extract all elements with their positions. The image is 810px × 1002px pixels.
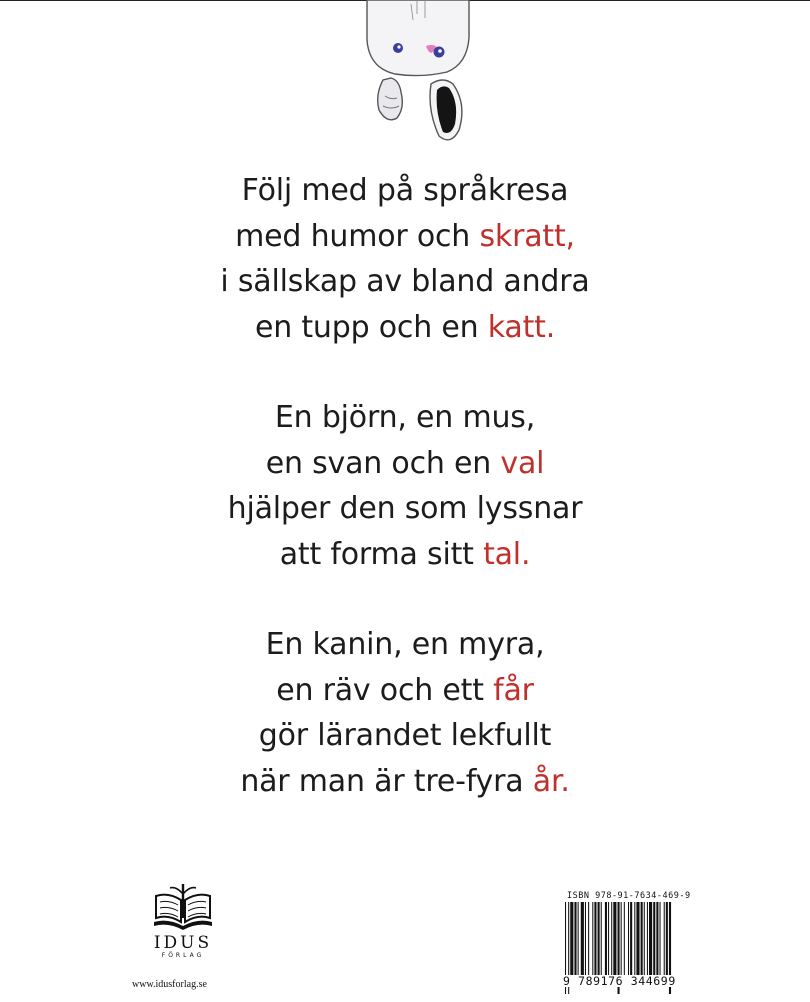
poem — [0, 168, 810, 804]
rhyme-word: skratt, — [479, 218, 575, 254]
isbn-label: ISBN 978-91-7634-469-9 — [567, 891, 691, 901]
poem-line: en svan och en val — [265, 445, 545, 481]
publisher-website[interactable]: www.idusforlag.se — [132, 979, 207, 990]
poem-line: när man är tre-fyra år. — [240, 763, 570, 799]
publisher-logo — [138, 878, 228, 978]
poem-line: En kanin, en myra, — [265, 627, 545, 662]
stanza-3 — [0, 622, 810, 804]
rhyme-word: katt. — [487, 309, 556, 345]
rhyme-word: tal. — [483, 536, 531, 572]
publisher-subtitle: FÖRLAG — [161, 952, 205, 959]
publisher-name: IDUS — [153, 933, 213, 953]
poem-line: i sällskap av bland andra — [220, 264, 590, 299]
poem-line: Följ med på språkresa — [241, 173, 569, 208]
poem-line: med humor och skratt, — [235, 218, 575, 254]
isbn-barcode — [563, 891, 703, 999]
poem-line: en räv och ett får — [276, 672, 534, 708]
rhyme-word: val — [500, 445, 545, 481]
poem-line: gör lärandet lekfullt — [258, 718, 552, 753]
bunny-illustration — [355, 0, 485, 150]
isbn-digits: 9 789176 344699 — [563, 975, 703, 987]
poem-line: en tupp och en katt. — [254, 309, 556, 345]
poem-line: hjälper den som lyssnar — [227, 491, 583, 526]
stanza-2 — [0, 395, 810, 577]
stanza-1 — [0, 168, 810, 350]
open-book-tree-icon — [152, 878, 214, 932]
rhyme-word: får — [493, 672, 534, 708]
poem-line: att forma sitt tal. — [279, 536, 531, 572]
rhyme-word: år. — [532, 763, 570, 799]
poem-line: En björn, en mus, — [274, 400, 536, 435]
